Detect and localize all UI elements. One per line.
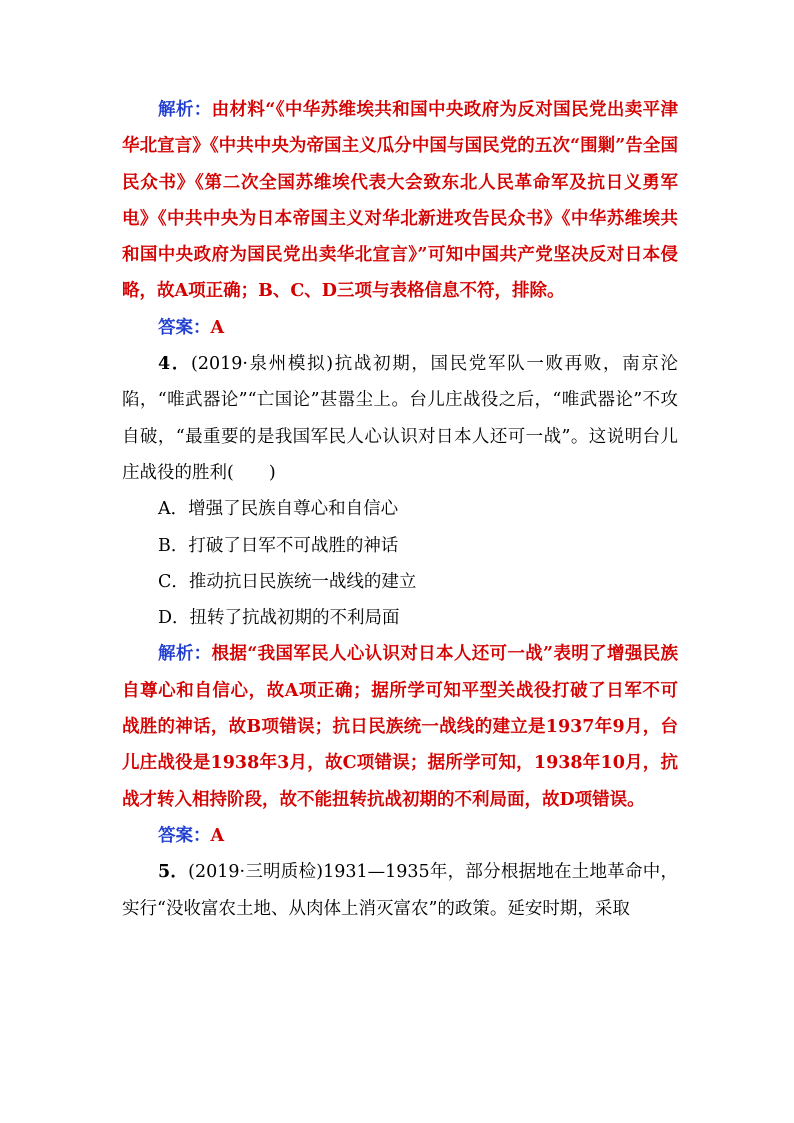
q4-number: 4．	[158, 354, 192, 375]
q4-analysis-text: 根据“我国军民人心认识对日本人还可一战”表明了增强民族自尊心和自信心，故A项正确；据所学可知平型关战役打破了日军不可战胜的神话，故B项错误；抗日民族统一战线的建立是1937年9月，台儿庄战役是1938年3月，故C项错误；据所学可知，1938年10月，抗战才转入相持阶段，故不能扭转抗战初期的不利局面，故D项错误。	[122, 644, 679, 810]
q3-analysis-label: 解析：	[158, 100, 212, 120]
q4-stem	[122, 346, 678, 491]
q4-analysis	[122, 636, 678, 817]
q3-analysis	[122, 92, 678, 310]
q5-stem	[122, 854, 678, 927]
q4-answer-value: A	[210, 825, 225, 846]
q5-stem-text: (2019·三明质检)1931—1935年，部分根据地在土地革命中，实行“没收富农土地、从肉体上消灭富农”的政策。延安时期，采取	[122, 862, 678, 919]
document-page	[122, 92, 678, 927]
q3-answer-value: A	[210, 317, 225, 338]
q5-number: 5．	[158, 862, 189, 883]
q3-answer	[122, 310, 678, 346]
q4-option-c: C．推动抗日民族统一战线的建立	[158, 571, 417, 592]
q4-answer-label: 答案：	[158, 825, 211, 846]
q4-analysis-label: 解析：	[158, 644, 212, 665]
q3-analysis-text: 由材料“《中华苏维埃共和国中央政府为反对国民党出卖平津华北宣言》《中共中央为帝国主义瓜分中国与国民党的五次“围剿”告全国民众书》《第二次全国苏维埃代表大会致东北人民革命军及抗日义勇军电》《中共中央为日本帝国主义对华北新进攻告民众书》《中华苏维埃共和国中央政府为国民党出卖华北宣言》”可知中国共产党坚决反对日本侵略，故A项正确；B、C、D三项与表格信息不符，排除。	[122, 100, 678, 302]
q4-stem-text: (2019·泉州模拟)抗战初期，国民党军队一败再败，南京沦陷，“唯武器论”“亡国论”甚嚣尘上。台儿庄战役之后，“唯武器论”不攻自破，“最重要的是我国军民人心认识对日本人还可一战”。这说明台儿庄战役的胜利( )	[122, 354, 678, 483]
q4-option-a: A．增强了民族自尊心和自信心	[158, 499, 399, 520]
q3-answer-label: 答案：	[158, 317, 211, 338]
q4-option-b: B．打破了日军不可战胜的神话	[158, 535, 399, 556]
q4-option-d: D．扭转了抗战初期的不利局面	[158, 608, 400, 629]
q4-answer	[122, 818, 678, 854]
